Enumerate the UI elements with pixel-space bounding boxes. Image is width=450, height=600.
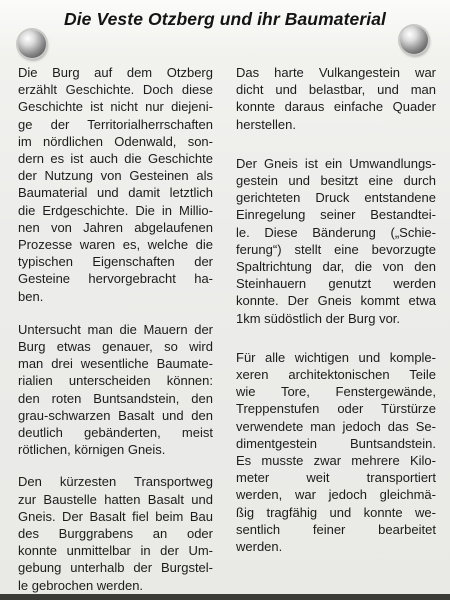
text-line: gerichteten Druck entstandene: [236, 190, 436, 206]
text-line: Die Burg auf dem Otzberg: [18, 65, 213, 80]
text-line: konnte daraus einfache Quader: [236, 99, 436, 115]
text-line: 1km südöstlich der Burg vor.: [236, 310, 401, 326]
text-line: deutlich gebänderten, meist: [18, 425, 213, 441]
text-line: Geschichte ist nicht nur diejeni-: [18, 99, 213, 115]
text-line: Für alle wichtigen und komple-: [236, 349, 436, 365]
left-text-column: [18, 64, 213, 594]
paragraph: [236, 155, 436, 327]
text-line: werden, war jedoch gleichmä-: [236, 487, 436, 503]
mounting-bolt-icon: [400, 26, 428, 54]
text-line: rötlichen, körnigen Gneis.: [18, 442, 166, 458]
text-line: zur Baustelle hatten Basalt und: [18, 491, 213, 507]
text-line: Burg etwas genauer, so wird: [18, 339, 213, 355]
text-line: werden.: [236, 539, 283, 555]
text-line: im nördlichen Odenwald, son-: [18, 133, 213, 149]
sign-title: Die Veste Otzberg und ihr Baumaterial: [63, 9, 386, 29]
text-line: Den kürzesten Transportweg: [18, 474, 213, 490]
text-line: le. Diese Bänderung („Schie-: [236, 224, 436, 240]
text-line: Untersucht man die Mauern der: [18, 321, 213, 337]
text-line: wie Tore, Fenstergewände,: [236, 384, 436, 400]
text-line: ge der Territorialherrschaften: [18, 116, 213, 132]
text-line: gestein und besitzt eine durch: [236, 173, 436, 189]
mounting-bolt-icon: [18, 30, 46, 58]
text-line: xeren architektonischen Teile: [236, 367, 436, 383]
text-line: die Erdgeschichte. Die in Millio-: [18, 202, 213, 218]
text-line: Es musste zwar mehrere Kilo-: [236, 453, 436, 469]
paragraph: [236, 64, 436, 133]
text-line: nen von Jahren abgelaufenen: [18, 219, 213, 235]
text-line: Der Gneis ist ein Umwandlungs-: [236, 155, 436, 171]
text-line: Das harte Vulkangestein war: [236, 65, 436, 80]
text-line: man drei wesentliche Baumate-: [18, 356, 213, 372]
text-line: Gesteine hervorgebracht ha-: [18, 271, 213, 287]
text-line: den roten Buntsandstein, den: [18, 390, 213, 406]
text-line: Spaltrichtung dar, die von den: [236, 259, 436, 275]
text-line: Steinhauern genutzt werden: [236, 276, 436, 292]
text-line: Baumaterial und damit letztlich: [18, 185, 213, 201]
text-line: der Nutzung von Gesteinen als: [18, 168, 213, 184]
right-text-column: [236, 64, 436, 555]
text-line: verwendete man jedoch das Se-: [236, 418, 436, 434]
text-line: gebung unterhalb der Burgstel-: [18, 560, 213, 576]
text-line: sentlich feiner bearbeitet: [236, 521, 436, 537]
text-line: le gebrochen werden.: [18, 577, 144, 593]
text-line: dimentgestein Buntsandstein.: [236, 435, 436, 451]
paragraph: [18, 473, 213, 593]
text-line: Treppenstufen oder Türstürze: [236, 401, 436, 417]
paragraph: [236, 349, 436, 555]
paragraph: [18, 321, 213, 459]
text-line: herstellen.: [236, 116, 296, 132]
text-line: dern es ist auch die Geschichte: [18, 151, 213, 167]
paragraph: [18, 64, 213, 305]
text-line: rialien unterscheiden können:: [18, 373, 213, 389]
text-line: meter weit transportiert: [236, 470, 436, 486]
text-line: typischen Eigenschaften der: [18, 254, 213, 270]
text-line: erzählt Geschichte. Doch diese: [18, 82, 213, 98]
text-line: Prozesse waren es, welche die: [18, 237, 213, 253]
text-line: Einregelung seiner Bestandtei-: [236, 207, 436, 223]
text-line: ßig tragfähig und konnte we-: [236, 504, 436, 520]
text-line: grau-schwarzen Basalt und den: [18, 407, 213, 423]
text-line: des Burggrabens an oder: [18, 526, 213, 542]
text-line: ferung“) stellt eine bevorzugte: [236, 241, 436, 257]
text-line: dicht und belastbar, und man: [236, 82, 436, 98]
text-line: konnte unmittelbar in der Um-: [18, 543, 213, 559]
title-bar: [0, 0, 450, 58]
text-line: Gneis. Der Basalt fiel beim Bau: [18, 508, 213, 524]
text-line: konnte. Der Gneis kommt etwa: [236, 293, 436, 309]
text-line: ben.: [18, 288, 44, 304]
panel-bottom-edge: [0, 594, 450, 600]
